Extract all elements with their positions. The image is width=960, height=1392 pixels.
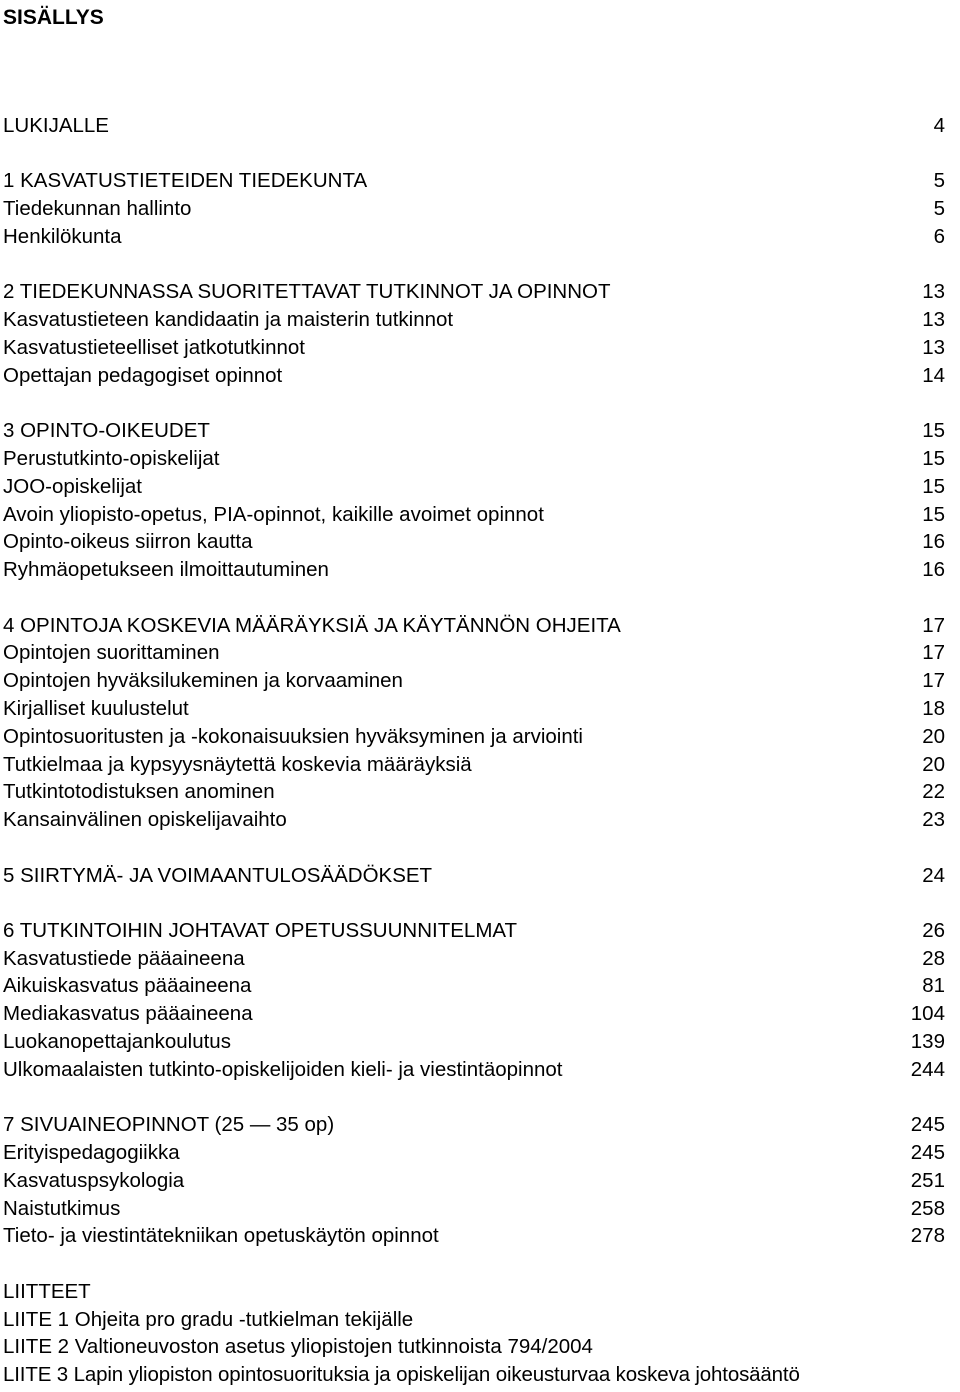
toc-entry [3,862,945,890]
toc-entry-page-number: 5 [933,169,945,193]
toc-entry [3,972,945,1000]
toc-entry-page-number: 28 [922,946,945,970]
toc-entry [3,1333,945,1361]
toc-entry-label: Kasvatustieteen kandidaatin ja maisterin tutkinnot [3,308,454,332]
toc-entry-page-number: 20 [922,724,945,748]
toc-entry-label: Kirjalliset kuulustelut [3,696,189,720]
toc-entry-page-number: 17 [922,669,945,693]
toc-entry-label: Tiedekunnan hallinto [3,197,192,221]
toc-entry [3,362,945,390]
toc-entry-page-number: 15 [922,446,945,470]
toc-entry-page-number: 16 [922,530,945,554]
toc-entry-label: Mediakasvatus pääaineena [3,1002,253,1026]
toc-entry-page-number: 6 [933,224,945,248]
toc-entry-page-number: 16 [922,558,945,582]
toc-entry [3,695,945,723]
toc-entry-label: Kasvatuspsykologia [3,1168,185,1192]
toc-entry-label: 1 KASVATUSTIETEIDEN TIEDEKUNTA [3,169,368,193]
toc-entry-label: 6 TUTKINTOIHIN JOHTAVAT OPETUSSUUNNITELMAT [3,918,518,942]
toc-entry-label: JOO-opiskelijat [3,474,142,498]
toc-entry [3,112,945,140]
toc-entry [3,445,945,473]
toc-entry-label: 7 SIVUAINEOPINNOT (25 — 35 op) [3,1113,335,1137]
toc-entry-page-number: 13 [922,280,945,304]
toc-entry-label: Kasvatustiede pääaineena [3,946,245,970]
toc-entry [3,945,945,973]
toc-entry-label: Kansainvälinen opiskelijavaihto [3,808,287,832]
toc-entry [3,195,945,223]
toc-entry-label: LIITE 1 Ohjeita pro gradu -tutkielman tekijälle [3,1307,414,1331]
toc-entry [3,1278,945,1306]
toc-entry-label: Tutkintotodistuksen anominen [3,780,275,804]
toc-entry-page-number: 81 [922,974,945,998]
toc-entry-label: Henkilökunta [3,224,122,248]
toc-entry-page-number: 139 [910,1030,945,1054]
toc-entry-page-number: 13 [922,335,945,359]
toc-entry-page-number: 14 [922,363,945,387]
toc-entry [3,1222,945,1250]
toc-entry [3,473,945,501]
toc-entry-label: LIITE 2 Valtioneuvoston asetus yliopistojen tutkinnoista 794/2004 [3,1335,593,1359]
toc-entry-label: Opinto-oikeus siirron kautta [3,530,253,554]
toc-entry-label: Tieto- ja viestintätekniikan opetuskäytön opinnot [3,1224,439,1248]
toc-entry [3,528,945,556]
toc-entry [3,1000,945,1028]
toc-entry-label: 2 TIEDEKUNNASSA SUORITETTAVAT TUTKINNOT JA OPINNOT [3,280,611,304]
toc-entry-page-number: 22 [922,780,945,804]
toc-entry-label: Aikuiskasvatus pääaineena [3,974,252,998]
toc-entry-label: Kasvatustieteelliset jatkotutkinnot [3,335,305,359]
toc-entry-page-number: 15 [922,419,945,443]
toc-entry [3,1361,945,1389]
toc-entry [3,334,945,362]
toc-entry-label: Opintojen suorittaminen [3,641,220,665]
toc-entry [3,723,945,751]
toc-entry-page-number: 17 [922,613,945,637]
toc-entry-page-number: 251 [910,1168,945,1192]
toc-entry-label: 3 OPINTO-OIKEUDET [3,419,210,443]
toc-entry [3,667,945,695]
toc-entry-label: Naistutkimus [3,1196,121,1220]
toc-entry [3,806,945,834]
toc-entry-label: Ryhmäopetukseen ilmoittautuminen [3,558,329,582]
toc-entry [3,1306,945,1334]
toc-entry-label: Perustutkinto-opiskelijat [3,446,220,470]
toc-entry-page-number: 278 [910,1224,945,1248]
toc-entry-page-number: 23 [922,808,945,832]
toc-entry-label: LUKIJALLE [3,114,109,137]
toc-entry-page-number: 24 [922,863,945,887]
toc-entry-label: Tutkielmaa ja kypsyysnäytettä koskevia määräyksiä [3,752,472,776]
toc-entry-page-number: 26 [922,918,945,942]
table-of-contents [3,112,945,1389]
document-title: SISÄLLYS [3,6,104,29]
toc-entry-label: Opintojen hyväksilukeminen ja korvaaminen [3,669,403,693]
toc-entry [3,1139,945,1167]
toc-entry [3,1028,945,1056]
toc-entry-page-number: 104 [910,1002,945,1026]
toc-entry-label: LIITE 3 Lapin yliopiston opintosuorituksia ja opiskelijan oikeusturvaa koskeva johtosääntö [3,1363,800,1387]
toc-entry [3,556,945,584]
toc-entry [3,778,945,806]
toc-entry [3,223,945,251]
toc-entry [3,167,945,195]
toc-entry-page-number: 4 [933,114,945,137]
toc-entry-label: 5 SIIRTYMÄ- JA VOIMAANTULOSÄÄDÖKSET [3,863,433,887]
toc-entry [3,417,945,445]
toc-entry-label: 4 OPINTOJA KOSKEVIA MÄÄRÄYKSIÄ JA KÄYTÄNNÖN OHJEITA [3,613,621,637]
toc-entry-page-number: 20 [922,752,945,776]
toc-entry-label: LIITTEET [3,1279,91,1303]
toc-entry [3,278,945,306]
toc-entry [3,751,945,779]
toc-entry-label: Erityispedagogiikka [3,1141,180,1165]
toc-entry-label: Luokanopettajankoulutus [3,1030,231,1054]
toc-entry-page-number: 13 [922,308,945,332]
toc-entry-label: Avoin yliopisto-opetus, PIA-opinnot, kaikille avoimet opinnot [3,502,544,526]
toc-entry-page-number: 5 [933,197,945,221]
toc-entry [3,306,945,334]
toc-entry-page-number: 245 [910,1141,945,1165]
toc-entry [3,1167,945,1195]
toc-entry-page-number: 244 [910,1057,945,1081]
toc-entry [3,639,945,667]
toc-entry-label: Opintosuoritusten ja -kokonaisuuksien hyväksyminen ja arviointi [3,724,583,748]
toc-entry [3,612,945,640]
toc-entry-page-number: 245 [910,1113,945,1137]
toc-entry-label: Ulkomaalaisten tutkinto-opiskelijoiden kieli- ja viestintäopinnot [3,1057,563,1081]
toc-entry-page-number: 18 [922,696,945,720]
toc-entry [3,917,945,945]
toc-entry [3,1195,945,1223]
toc-entry [3,1111,945,1139]
toc-entry-label: Opettajan pedagogiset opinnot [3,363,283,387]
toc-entry-page-number: 15 [922,474,945,498]
toc-entry-page-number: 15 [922,502,945,526]
toc-entry-page-number: 258 [910,1196,945,1220]
toc-entry [3,1056,945,1084]
toc-entry-page-number: 17 [922,641,945,665]
toc-entry [3,501,945,529]
